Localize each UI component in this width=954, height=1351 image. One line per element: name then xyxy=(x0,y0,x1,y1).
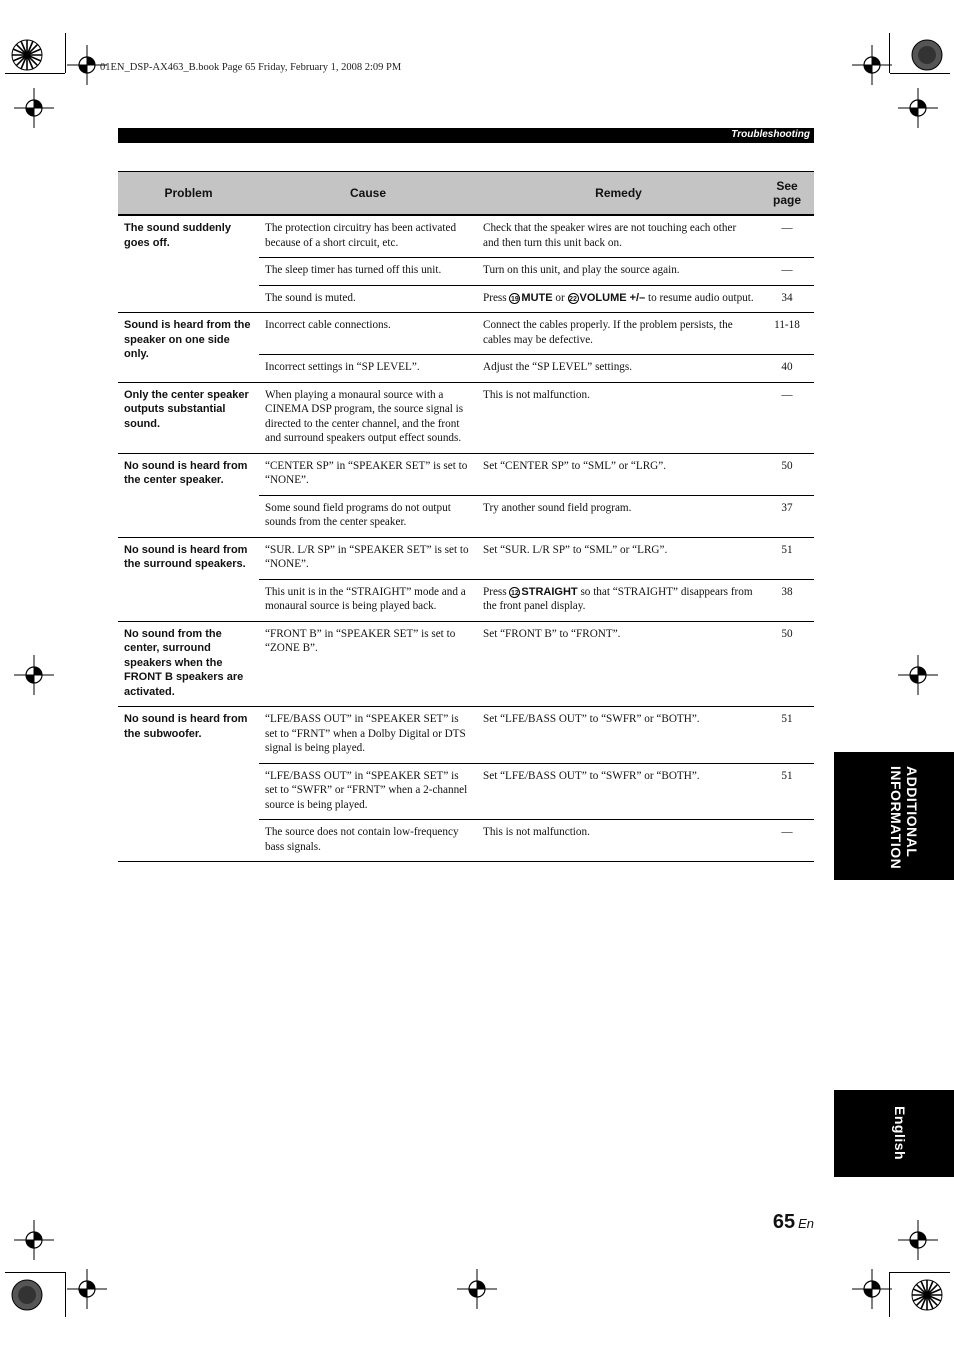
cause-cell: The protection circuitry has been activated because of a short circuit, etc. xyxy=(259,215,477,258)
remedy-cell xyxy=(477,579,760,621)
section-title: Troubleshooting xyxy=(731,129,810,140)
problem-cell: The sound suddenly goes off. xyxy=(118,215,259,313)
starburst-target-icon xyxy=(10,38,44,72)
page-ref-cell: 51 xyxy=(760,537,814,579)
page-ref-cell: 50 xyxy=(760,453,814,495)
problem-cell: No sound from the center, surround speakers when the FRONT B speakers are activated. xyxy=(118,621,259,707)
header-problem: Problem xyxy=(118,172,259,216)
page-ref-cell: — xyxy=(760,215,814,258)
cause-cell: “LFE/BASS OUT” in “SPEAKER SET” is set to “FRNT” when a Dolby Digital or DTS signal is being played. xyxy=(259,707,477,764)
registration-mark-icon xyxy=(457,1269,497,1309)
page-ref-cell: 37 xyxy=(760,495,814,537)
remedy-cell: Set “CENTER SP” to “SML” or “LRG”. xyxy=(477,453,760,495)
page-ref-cell: 40 xyxy=(760,355,814,383)
remedy-text: so that “STRAIGHT” disappears from the front panel display. xyxy=(483,585,753,612)
key-number-icon: 22 xyxy=(568,293,579,304)
section-header-bar xyxy=(118,128,814,143)
crop-mark xyxy=(890,1272,950,1273)
cause-cell: The sound is muted. xyxy=(259,285,477,313)
registration-mark-icon xyxy=(898,88,938,128)
crop-mark xyxy=(5,1272,65,1273)
remedy-cell: Set “FRONT B” to “FRONT”. xyxy=(477,621,760,707)
crop-mark xyxy=(65,33,66,73)
remedy-text: to resume audio output. xyxy=(645,291,754,304)
straight-key-label: STRAIGHT xyxy=(521,585,578,598)
registration-mark-icon xyxy=(898,655,938,695)
crop-mark xyxy=(5,73,65,74)
table-row xyxy=(118,215,814,258)
side-tab-additional-information xyxy=(834,752,954,880)
remedy-cell: Set “LFE/BASS OUT” to “SWFR” or “BOTH”. xyxy=(477,707,760,764)
registration-mark-icon xyxy=(67,1269,107,1309)
page-ref-cell: — xyxy=(760,382,814,453)
side-tab-label: English xyxy=(892,1106,908,1161)
registration-mark-icon xyxy=(852,45,892,85)
header-remedy: Remedy xyxy=(477,172,760,216)
cause-cell: “SUR. L/R SP” in “SPEAKER SET” is set to “NONE”. xyxy=(259,537,477,579)
starburst-target-icon xyxy=(910,38,944,72)
cause-cell: Some sound field programs do not output sounds from the center speaker. xyxy=(259,495,477,537)
table-row xyxy=(118,313,814,355)
remedy-cell: This is not malfunction. xyxy=(477,382,760,453)
page-ref-cell: — xyxy=(760,820,814,862)
header-cause: Cause xyxy=(259,172,477,216)
problem-cell: Only the center speaker outputs substantial sound. xyxy=(118,382,259,453)
remedy-cell: Set “LFE/BASS OUT” to “SWFR” or “BOTH”. xyxy=(477,763,760,820)
cause-cell: “FRONT B” in “SPEAKER SET” is set to “ZONE B”. xyxy=(259,621,477,707)
crop-mark xyxy=(65,1272,66,1317)
remedy-text: or xyxy=(552,291,568,304)
registration-mark-icon xyxy=(14,655,54,695)
starburst-target-icon xyxy=(910,1278,944,1312)
registration-mark-icon xyxy=(898,1220,938,1260)
registration-mark-icon xyxy=(14,1220,54,1260)
cause-cell: The source does not contain low-frequency bass signals. xyxy=(259,820,477,862)
table-header-row xyxy=(118,172,814,216)
side-tab-label: ADDITIONAL INFORMATION xyxy=(888,766,920,870)
remedy-cell xyxy=(477,285,760,313)
cause-cell: This unit is in the “STRAIGHT” mode and a monaural source is being played back. xyxy=(259,579,477,621)
page-number xyxy=(773,1211,814,1234)
key-number-icon: 19 xyxy=(509,293,520,304)
page-ref-cell: 11-18 xyxy=(760,313,814,355)
page-ref-cell: — xyxy=(760,258,814,286)
remedy-text: Press xyxy=(483,291,510,304)
registration-mark-icon xyxy=(14,88,54,128)
table-row xyxy=(118,707,814,764)
volume-key-label: VOLUME +/– xyxy=(579,291,646,304)
problem-cell: No sound is heard from the surround speakers. xyxy=(118,537,259,621)
remedy-cell: Try another sound field program. xyxy=(477,495,760,537)
side-tab-english xyxy=(834,1090,954,1177)
header-see-page: See page xyxy=(760,172,814,216)
problem-cell: Sound is heard from the speaker on one side only. xyxy=(118,313,259,383)
page-language: En xyxy=(798,1216,814,1231)
registration-mark-icon xyxy=(852,1269,892,1309)
problem-cell: No sound is heard from the subwoofer. xyxy=(118,707,259,862)
problem-cell: No sound is heard from the center speaker. xyxy=(118,453,259,537)
remedy-cell: This is not malfunction. xyxy=(477,820,760,862)
remedy-cell: Connect the cables properly. If the problem persists, the cables may be defective. xyxy=(477,313,760,355)
crop-mark xyxy=(890,73,950,74)
cause-cell: Incorrect cable connections. xyxy=(259,313,477,355)
remedy-cell: Set “SUR. L/R SP” to “SML” or “LRG”. xyxy=(477,537,760,579)
page-ref-cell: 50 xyxy=(760,621,814,707)
remedy-cell: Check that the speaker wires are not touching each other and then turn this unit back on. xyxy=(477,215,760,258)
file-header: 01EN_DSP-AX463_B.book Page 65 Friday, February 1, 2008 2:09 PM xyxy=(100,62,402,73)
page-ref-cell: 34 xyxy=(760,285,814,313)
cause-cell: Incorrect settings in “SP LEVEL”. xyxy=(259,355,477,383)
table-row xyxy=(118,621,814,707)
remedy-cell: Adjust the “SP LEVEL” settings. xyxy=(477,355,760,383)
troubleshooting-table xyxy=(118,171,814,862)
table-row xyxy=(118,537,814,579)
mute-key-label: MUTE xyxy=(521,291,553,304)
page-ref-cell: 51 xyxy=(760,707,814,764)
table-row xyxy=(118,453,814,495)
cause-cell: The sleep timer has turned off this unit. xyxy=(259,258,477,286)
starburst-target-icon xyxy=(10,1278,44,1312)
remedy-text: Press xyxy=(483,585,510,598)
cause-cell: When playing a monaural source with a CINEMA DSP program, the source signal is directed to the center channel, and the front and surround speakers output effect sounds. xyxy=(259,382,477,453)
page-number-value: 65 xyxy=(772,1211,796,1233)
table-row xyxy=(118,382,814,453)
cause-cell: “LFE/BASS OUT” in “SPEAKER SET” is set to “SWFR” or “FRNT” when a 2-channel source is being played. xyxy=(259,763,477,820)
remedy-cell: Turn on this unit, and play the source again. xyxy=(477,258,760,286)
page-ref-cell: 38 xyxy=(760,579,814,621)
key-number-icon: 12 xyxy=(509,587,520,598)
page-ref-cell: 51 xyxy=(760,763,814,820)
cause-cell: “CENTER SP” in “SPEAKER SET” is set to “NONE”. xyxy=(259,453,477,495)
